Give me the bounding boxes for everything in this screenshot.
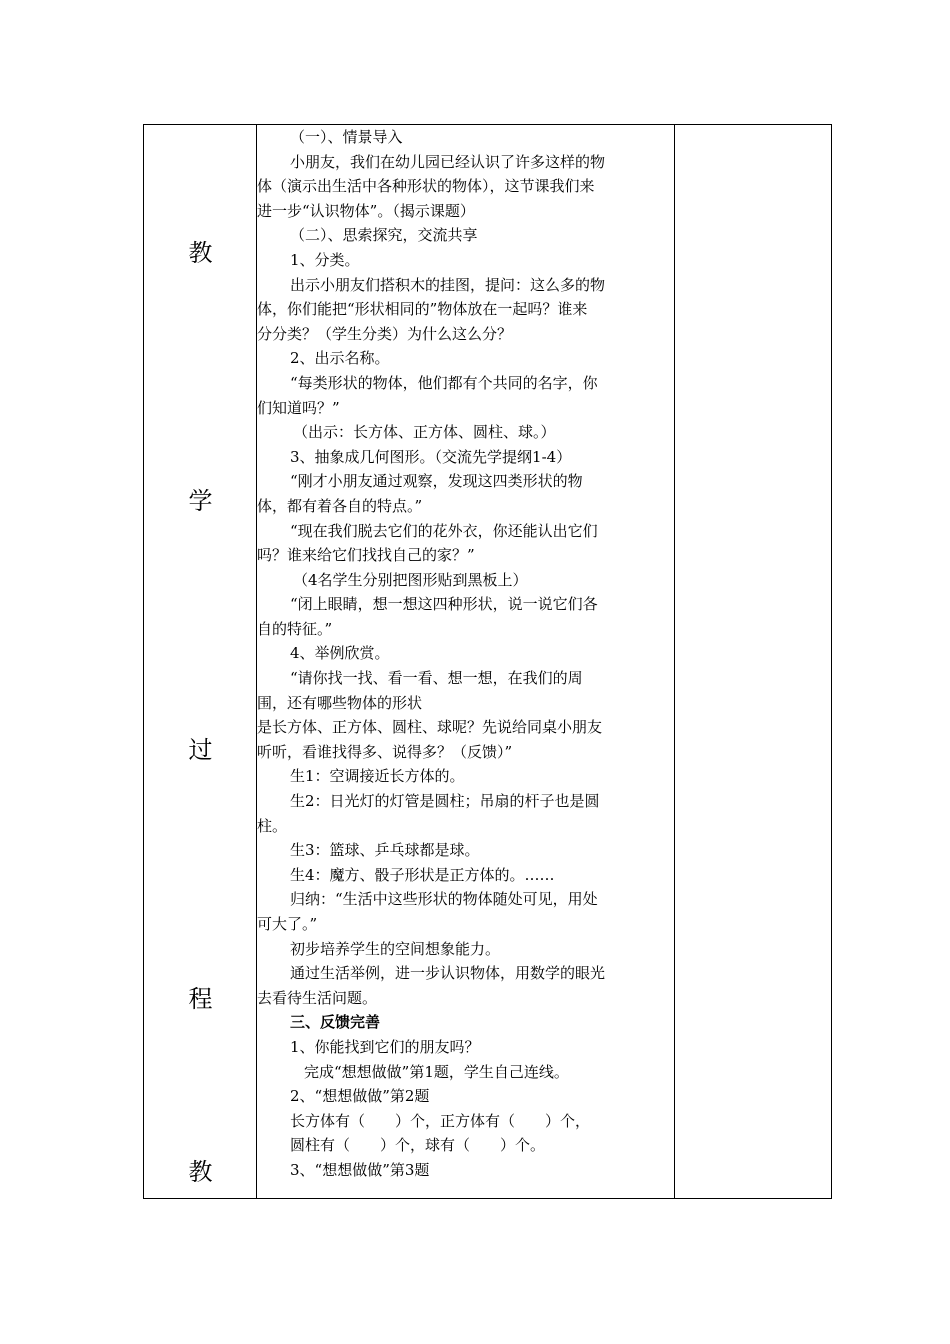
text-line: 1、分类。 <box>290 250 360 269</box>
side-label-char: 教 <box>188 1158 213 1186</box>
text-line: “现在我们脱去它们的花外衣，你还能认出它们 <box>290 521 598 540</box>
text-line: 围，还有哪些物体的形状 <box>257 693 423 712</box>
text-line: 2、“想想做做”第2题 <box>290 1087 430 1106</box>
text-line: 3、“想想做做”第3题 <box>290 1160 430 1179</box>
text-line: 小朋友，我们在幼儿园已经认识了许多这样的物 <box>290 152 606 171</box>
text-line: 分分类？（学生分类）为什么这么分？ <box>257 324 513 343</box>
text-line: （出示：长方体、正方体、圆柱、球。） <box>293 423 556 442</box>
text-line: 体（演示出生活中各种形状的物体），这节课我们来 <box>257 177 595 196</box>
text-line: 完成“想想做做”第1题，学生自己连线。 <box>304 1062 569 1081</box>
text-line: （一）、情景导入 <box>290 128 403 146</box>
text-line: 生3：篮球、乒乓球都是球。 <box>290 841 480 860</box>
text-line: 听听，看谁找得多、说得多？（反馈）” <box>257 742 513 761</box>
text-line: “闭上眼睛，想一想这四种形状，说一说它们各 <box>290 595 598 614</box>
text-line: 归纳：“生活中这些形状的物体随处可见，用处 <box>290 890 598 909</box>
text-line: 初步培养学生的空间想象能力。 <box>290 939 501 958</box>
text-line: 是长方体、正方体、圆柱、球呢？先说给同桌小朋友 <box>257 718 603 737</box>
text-line: 柱。 <box>257 816 288 835</box>
text-line: 生2：日光灯的灯管是圆柱；吊扇的杆子也是圆 <box>290 792 600 811</box>
text-line: 圆柱有（ ）个，球有（ ）个。 <box>290 1136 546 1155</box>
text-line: 体，都有着各自的特点。” <box>257 496 423 515</box>
text-line: 体，你们能把“形状相同的”物体放在一起吗？谁来 <box>257 300 588 319</box>
text-line: 出示小朋友们搭积木的挂图，提问：这么多的物 <box>290 275 606 294</box>
text-line: 生4：魔方、骰子形状是正方体的。…… <box>290 865 555 884</box>
text-line: （二）、思索探究，交流共享 <box>290 226 478 245</box>
text-line: 进一步“认识物体”。（揭示课题） <box>257 201 475 220</box>
lesson-table <box>143 124 832 1199</box>
text-line: 们知道吗？” <box>257 398 340 417</box>
text-line: “每类形状的物体，他们都有个共同的名字，你 <box>290 373 598 392</box>
text-line: 3、抽象成几何图形。（交流先学提纲1-4） <box>290 447 572 466</box>
text-line: 可大了。” <box>257 915 318 933</box>
side-label-char: 过 <box>188 736 213 764</box>
text-line: 长方体有（ ）个，正方体有（ ）个， <box>290 1111 591 1130</box>
text-line: 自的特征。” <box>257 619 333 638</box>
side-label-char: 程 <box>188 985 213 1013</box>
text-line: （4名学生分别把图形贴到黑板上） <box>293 570 528 589</box>
text-line: 1、你能找到它们的朋友吗？ <box>290 1037 480 1056</box>
text-line: 生1：空调接近长方体的。 <box>290 767 465 786</box>
text-line: “请你找一找、看一看、想一想，在我们的周 <box>290 669 583 688</box>
side-label-char: 学 <box>188 487 213 515</box>
side-label-char: 教 <box>188 239 213 267</box>
side-label-column <box>144 125 257 1199</box>
text-line: 通过生活举例，进一步认识物体，用数学的眼光 <box>290 964 606 983</box>
lesson-content <box>257 125 675 1199</box>
notes-column <box>675 125 832 1199</box>
text-line: “刚才小朋友通过观察，发现这四类形状的物 <box>290 472 583 491</box>
text-line: 4、举例欣赏。 <box>290 644 390 663</box>
text-line: 三、反馈完善 <box>290 1013 381 1032</box>
text-line: 2、出示名称。 <box>290 349 390 368</box>
table-row <box>144 125 832 1199</box>
text-line: 吗？谁来给它们找找自己的家？” <box>257 546 475 565</box>
text-line: 去看待生活问题。 <box>257 988 378 1007</box>
lesson-text <box>257 125 674 1183</box>
